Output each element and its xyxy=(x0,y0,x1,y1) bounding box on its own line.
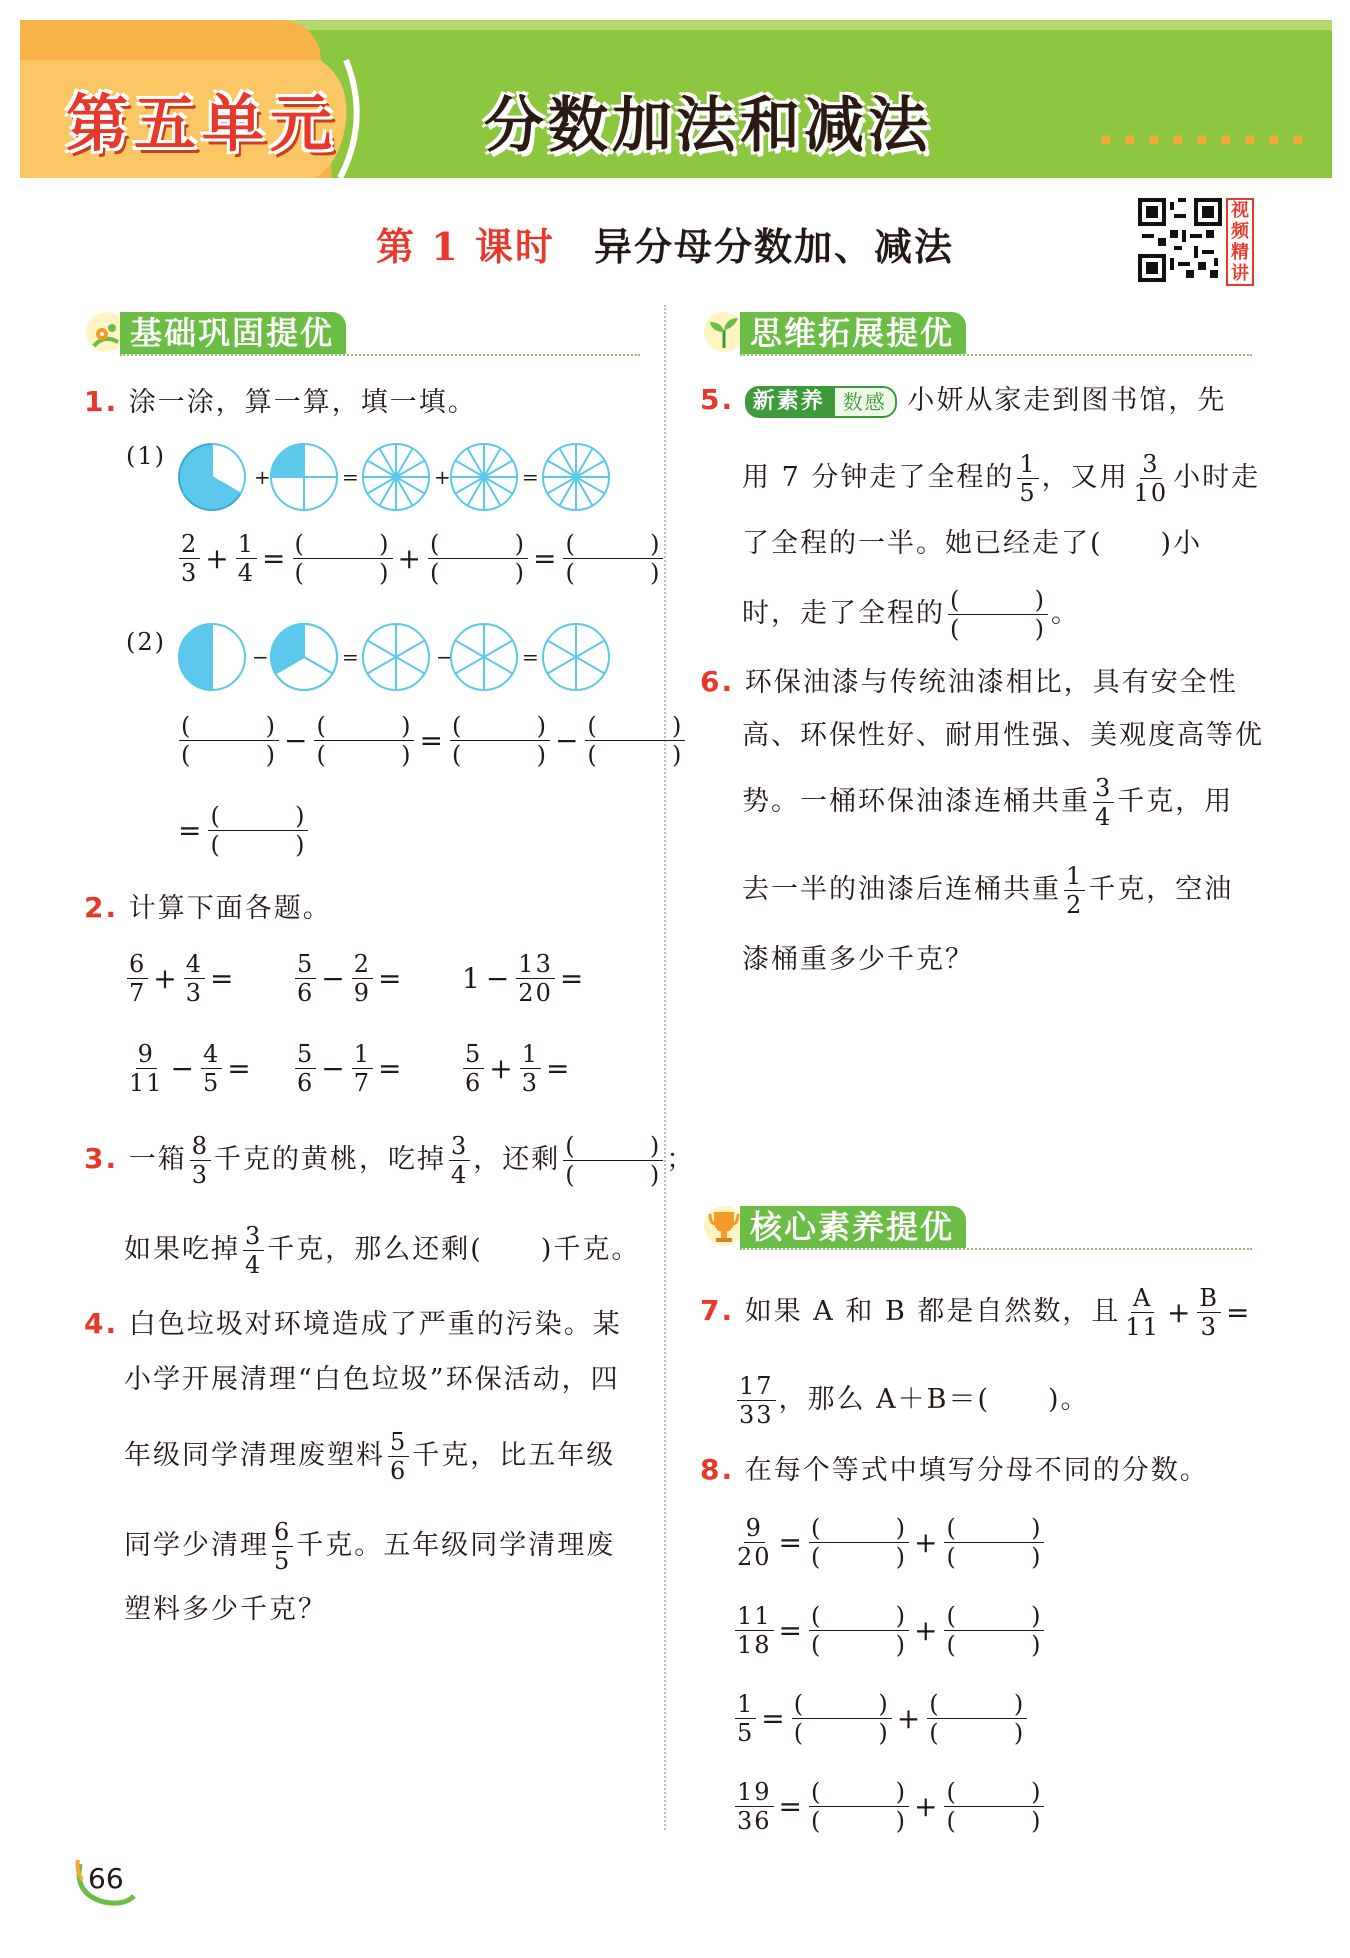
question-6-line-3: 势。一桶环保油漆连桶共重 $\frac{3}{4}$ 千克，用 xyxy=(742,774,1234,831)
equals-sign: = xyxy=(342,465,359,489)
calc-3: 1 − $\frac{13}{20}$ = xyxy=(462,950,586,1007)
circle-twelfths-a xyxy=(363,444,429,510)
part-label-2: (2) xyxy=(126,628,166,656)
question-5-line-2: 用 7 分钟走了全程的 $\frac{1}{5}$ ，又用 $\frac{3}{10}$ 小时走 xyxy=(742,450,1261,507)
circle-thirds-2 xyxy=(271,624,337,690)
calc-5: $\frac{5}{6}$ − $\frac{1}{7}$ = xyxy=(297,1040,404,1097)
answer-blank-fraction[interactable]: ( ) ( ) xyxy=(946,1514,1043,1571)
answer-blank-fraction[interactable]: ( ) ( ) xyxy=(929,1690,1026,1747)
plus-sign: + xyxy=(434,465,451,489)
calc-4: $\frac{9}{11}$ − $\frac{4}{5}$ = xyxy=(129,1040,253,1097)
circle-twelfths-b xyxy=(451,444,517,510)
section-core xyxy=(700,1206,1252,1250)
decompose-row-4: $\frac{19}{36}$ = ( ) ( ) + ( ) ( ) xyxy=(737,1778,1043,1835)
question-number: 1. xyxy=(84,385,119,418)
answer-blank-fraction[interactable]: ( ) ( ) xyxy=(811,1514,908,1571)
question-6-line-5: 漆桶重多少千克？ xyxy=(742,944,974,975)
answer-blank-fraction[interactable]: ( ) ( ) xyxy=(210,802,307,859)
question-number: 6. xyxy=(700,665,735,698)
fraction-circles-row-1[interactable] xyxy=(176,440,616,514)
answer-blank-fraction[interactable]: ( ) ( ) xyxy=(946,1778,1043,1835)
answer-blank-fraction[interactable]: ( ) ( ) xyxy=(950,586,1046,643)
equation-2: ( ) ( ) − ( ) ( ) = ( ) ( ) − ( ) ( ) xyxy=(181,712,684,769)
question-4-line-3: 年级同学清理废塑料 $\frac{5}{6}$ 千克，比五年级 xyxy=(124,1428,616,1485)
question-number: 3. xyxy=(84,1142,119,1175)
lesson-title: 异分母分数加、减法 xyxy=(594,224,955,269)
question-7-line-2: $\frac{17}{33}$ ，那么 A＋B＝( )。 xyxy=(739,1372,1090,1429)
section-extend-line xyxy=(740,354,1252,356)
question-6: 6. 环保油漆与传统油漆相比，具有安全性 xyxy=(700,665,1238,698)
answer-blank-fraction[interactable]: ( ) ( ) xyxy=(587,712,684,769)
question-4-line-2: 小学开展清理“白色垃圾”环保活动，四 xyxy=(124,1364,620,1395)
section-basic-line xyxy=(120,354,640,356)
question-number: 8. xyxy=(700,1453,735,1486)
answer-blank-fraction[interactable]: ( ) ( ) xyxy=(793,1690,890,1747)
section-basic xyxy=(80,312,640,356)
minus-sign: − xyxy=(436,645,453,669)
section-core-label: 核心素养提优 xyxy=(740,1206,966,1248)
question-text: 计算下面各题。 xyxy=(128,893,332,924)
question-5-line-3: 了全程的一半。她已经走了( )小 xyxy=(742,528,1203,559)
fraction-circles-row-2[interactable] xyxy=(176,620,616,694)
qr-code-icon[interactable] xyxy=(1138,198,1222,282)
question-number: 2. xyxy=(84,891,119,924)
question-5-line-4: 时，走了全程的 ( ) ( ) 。 xyxy=(742,586,1080,643)
equals-sign: = xyxy=(522,465,539,489)
question-6-line-2: 高、环保性好、耐用性强、美观度高等优 xyxy=(742,720,1264,751)
answer-blank-fraction[interactable]: ( ) ( ) xyxy=(565,1132,662,1189)
answer-blank-fraction[interactable]: ( ) ( ) xyxy=(946,1602,1043,1659)
question-number: 7. xyxy=(700,1294,735,1327)
circle-halves xyxy=(179,624,245,690)
unit-title: 第五单元 xyxy=(66,87,339,160)
question-4-line-5: 塑料多少千克？ xyxy=(124,1594,327,1625)
question-7: 7. 如果 A 和 B 都是自然数，且 $\frac{A}{11}$ + $\frac{B}{3}$ = xyxy=(700,1284,1252,1341)
answer-blank-fraction[interactable]: ( ) ( ) xyxy=(811,1602,908,1659)
answer-blank-fraction[interactable]: ( ) ( ) xyxy=(294,530,391,587)
circle-sixths-b xyxy=(451,624,517,690)
qr-side-label: 视频精讲 xyxy=(1226,198,1254,286)
question-8: 8. 在每个等式中填写分母不同的分数。 xyxy=(700,1453,1209,1486)
equation-1: $\frac{2}{3}$ + $\frac{1}{4}$ = ( ) ( ) + ( ) ( ) = ( ) ( ) xyxy=(181,530,662,587)
question-4: 4. 白色垃圾对环境造成了严重的污染。某 xyxy=(84,1307,622,1340)
answer-blank-fraction[interactable]: ( ) ( ) xyxy=(316,712,413,769)
plus-sign: + xyxy=(254,465,271,489)
section-basic-label: 基础巩固提优 xyxy=(120,312,346,354)
equals-sign: = xyxy=(342,645,359,669)
calc-2: $\frac{5}{6}$ − $\frac{2}{9}$ = xyxy=(297,950,404,1007)
answer-blank-fraction[interactable]: ( ) ( ) xyxy=(565,530,662,587)
question-5: 5. 新素养 数感 小妍从家走到图书馆，先 xyxy=(700,383,1227,416)
circle-sixths-a xyxy=(363,624,429,690)
question-text: 涂一涂，算一算，填一填。 xyxy=(128,387,477,418)
decompose-row-3: $\frac{1}{5}$ = ( ) ( ) + ( ) ( ) xyxy=(737,1690,1026,1747)
number-sense-badge: 数感 xyxy=(833,386,897,418)
answer-blank-fraction[interactable]: ( ) ( ) xyxy=(811,1778,908,1835)
answer-blank-fraction[interactable]: ( ) ( ) xyxy=(429,530,526,587)
circle-thirds xyxy=(179,444,245,510)
circle-twelfths-c xyxy=(543,444,609,510)
fraction: $\frac{1}{4}$ xyxy=(237,530,256,587)
decompose-row-1: $\frac{9}{20}$ = ( ) ( ) + ( ) ( ) xyxy=(737,1514,1043,1571)
section-core-line xyxy=(740,1248,1252,1250)
question-number: 5. xyxy=(700,383,735,416)
question-6-line-4: 去一半的油漆后连桶共重 $\frac{1}{2}$ 千克，空油 xyxy=(742,862,1234,919)
calc-1: $\frac{6}{7}$ + $\frac{4}{3}$ = xyxy=(129,950,236,1007)
question-number: 4. xyxy=(84,1307,119,1340)
question-1 xyxy=(84,384,477,421)
section-extend-label: 思维拓展提优 xyxy=(740,312,966,354)
question-2 xyxy=(84,890,332,927)
lesson-number: 第 1 课时 xyxy=(376,224,555,269)
equals-sign: = xyxy=(522,645,539,669)
question-4-line-4: 同学少清理 $\frac{6}{5}$ 千克。五年级同学清理废 xyxy=(124,1518,616,1575)
new-literacy-badge: 新素养 xyxy=(745,386,833,418)
chapter-title: 分数加法和减法 xyxy=(484,91,932,161)
answer-blank-fraction[interactable]: ( ) ( ) xyxy=(451,712,548,769)
circle-quarters xyxy=(271,444,337,510)
part-label-1: (1) xyxy=(126,442,166,470)
decompose-row-2: $\frac{11}{18}$ = ( ) ( ) + ( ) ( ) xyxy=(737,1602,1043,1659)
circle-sixths-c xyxy=(543,624,609,690)
calc-6: $\frac{5}{6}$ + $\frac{1}{3}$ = xyxy=(465,1040,572,1097)
question-3-line-2: 如果吃掉 $\frac{3}{4}$ 千克，那么还剩( )千克。 xyxy=(124,1222,641,1279)
equation-2-result: = ( ) ( ) xyxy=(178,802,307,859)
answer-blank-fraction[interactable]: ( ) ( ) xyxy=(181,712,277,769)
section-extend xyxy=(700,312,1252,356)
page-number: 66 xyxy=(88,1862,124,1895)
minus-sign: − xyxy=(252,645,269,669)
fraction: $\frac{2}{3}$ xyxy=(181,530,199,587)
question-3: 3. 一箱 $\frac{8}{3}$ 千克的黄桃，吃掉 $\frac{3}{4}$ ，还剩 ( ) ( ) ； xyxy=(84,1132,696,1189)
